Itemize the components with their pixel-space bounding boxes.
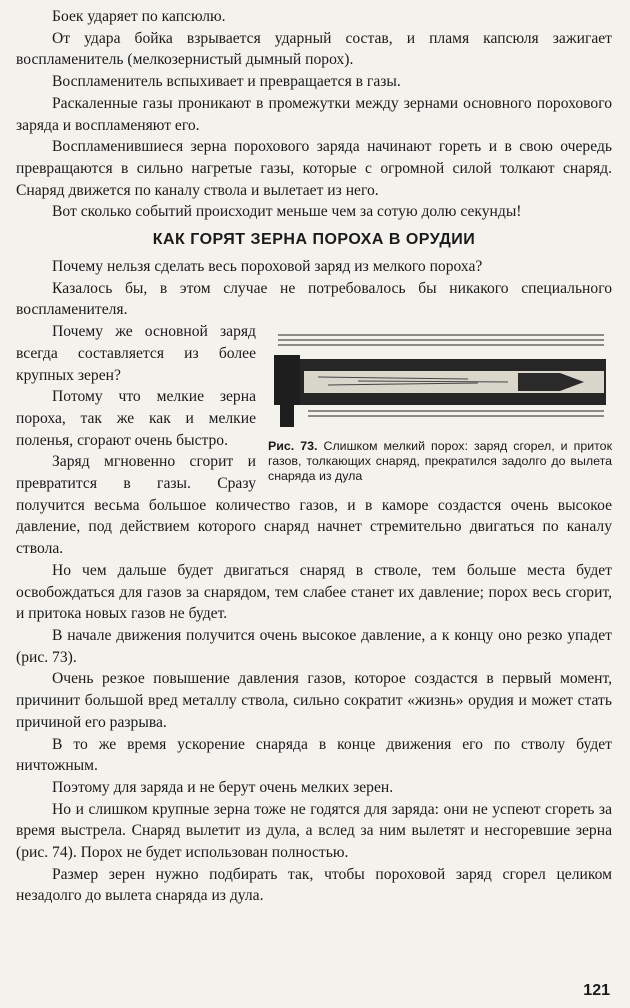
paragraph: Почему же основной заряд всегда составляется из более крупных зерен? [16, 323, 256, 384]
paragraph: Раскаленные газы проникают в промежутки между зернами основного порохового заряда и воспламеняют его. [16, 94, 612, 134]
figure-caption-text: Слишком мелкий порох: заряд сгорел, и приток газов, толкающих снаряд, прекратился задолго до вылета снаряда из дула [268, 439, 612, 484]
paragraph: Размер зерен нужно подбирать так, чтобы пороховой заряд сгорел целиком незадолго до вылета снаряда из дула. [16, 865, 612, 905]
paragraph: Очень резкое повышение давления газов, которое создастся в первый момент, причинит большой вред металлу ствола, сильно сократит «жизнь» орудия и может стать причиной его разрыва. [16, 670, 612, 731]
paragraph: Боек ударяет по капсюлю. [52, 8, 226, 25]
text-block-top [16, 6, 612, 223]
section-heading: КАК ГОРЯТ ЗЕРНА ПОРОХА В ОРУДИИ [152, 231, 476, 249]
paragraph: Но чем дальше будет двигаться снаряд в стволе, тем больше места будет освобождаться для газов за снарядом, тем слабее станет их давление; порох весь сгорит, и притока новых газов не будет. [16, 561, 612, 623]
paragraph: Вот сколько событий происходит меньше чем за сотую долю секунды! [52, 203, 522, 221]
paragraph: В то же время ускорение снаряда в конце движения его по стволу будет ничтожным. [16, 735, 612, 775]
text-with-figure [16, 321, 612, 560]
paragraph: Поэтому для заряда и не берут очень мелких зерен. [52, 778, 394, 796]
figure-label: Рис. 73. [268, 439, 318, 454]
paragraph: Почему нельзя сделать весь пороховой заряд из мелкого пороха? [52, 258, 483, 276]
figure-caption [268, 439, 612, 484]
paragraph: Казалось бы, в этом случае не потребовалось бы никакого специального воспламенителя. [16, 279, 612, 319]
gun-barrel-illustration [268, 325, 612, 437]
paragraph: Воспламенившиеся зерна порохового заряда начинают гореть и в свою очередь превращаются в сильно нагретые газы, которые с огромной силой толкают снаряд. Снаряд движется по каналу ствола и вылетает из него. [16, 138, 612, 199]
page-number: 121 [583, 982, 610, 999]
paragraph: Заряд мгновенно сгорит и превратится в газы. Сразу получится весьма большое количество газов, и в каморе создастся очень высокое давление, под действием которого снаряд начнет стремительно двигаться по каналу ствола. [16, 453, 612, 558]
paragraph: От удара бойка взрывается ударный состав, и пламя капсюля зажигает воспламенитель (мелкозернистый дымный порох). [16, 29, 612, 69]
text-block-bottom [16, 560, 612, 907]
book-page [16, 6, 612, 907]
paragraph: Воспламенитель вспыхивает и превращается в газы. [52, 73, 401, 91]
text-block-mid [16, 256, 612, 321]
paragraph: В начале движения получится очень высокое давление, а к концу оно резко упадет (рис. 73). [16, 626, 612, 666]
paragraph: Потому что мелкие зерна пороха, так же как и мелкие поленья, сгорают очень быстро. [16, 388, 256, 449]
figure-73 [268, 325, 612, 484]
paragraph: Но и слишком крупные зерна тоже не годятся для заряда: они не успеют сгореть за время выстрела. Снаряд вылетит из дула, а вслед за ним вылетят и несгоревшие зерна (рис. 74). Порох не будет использован полностью. [16, 800, 612, 862]
